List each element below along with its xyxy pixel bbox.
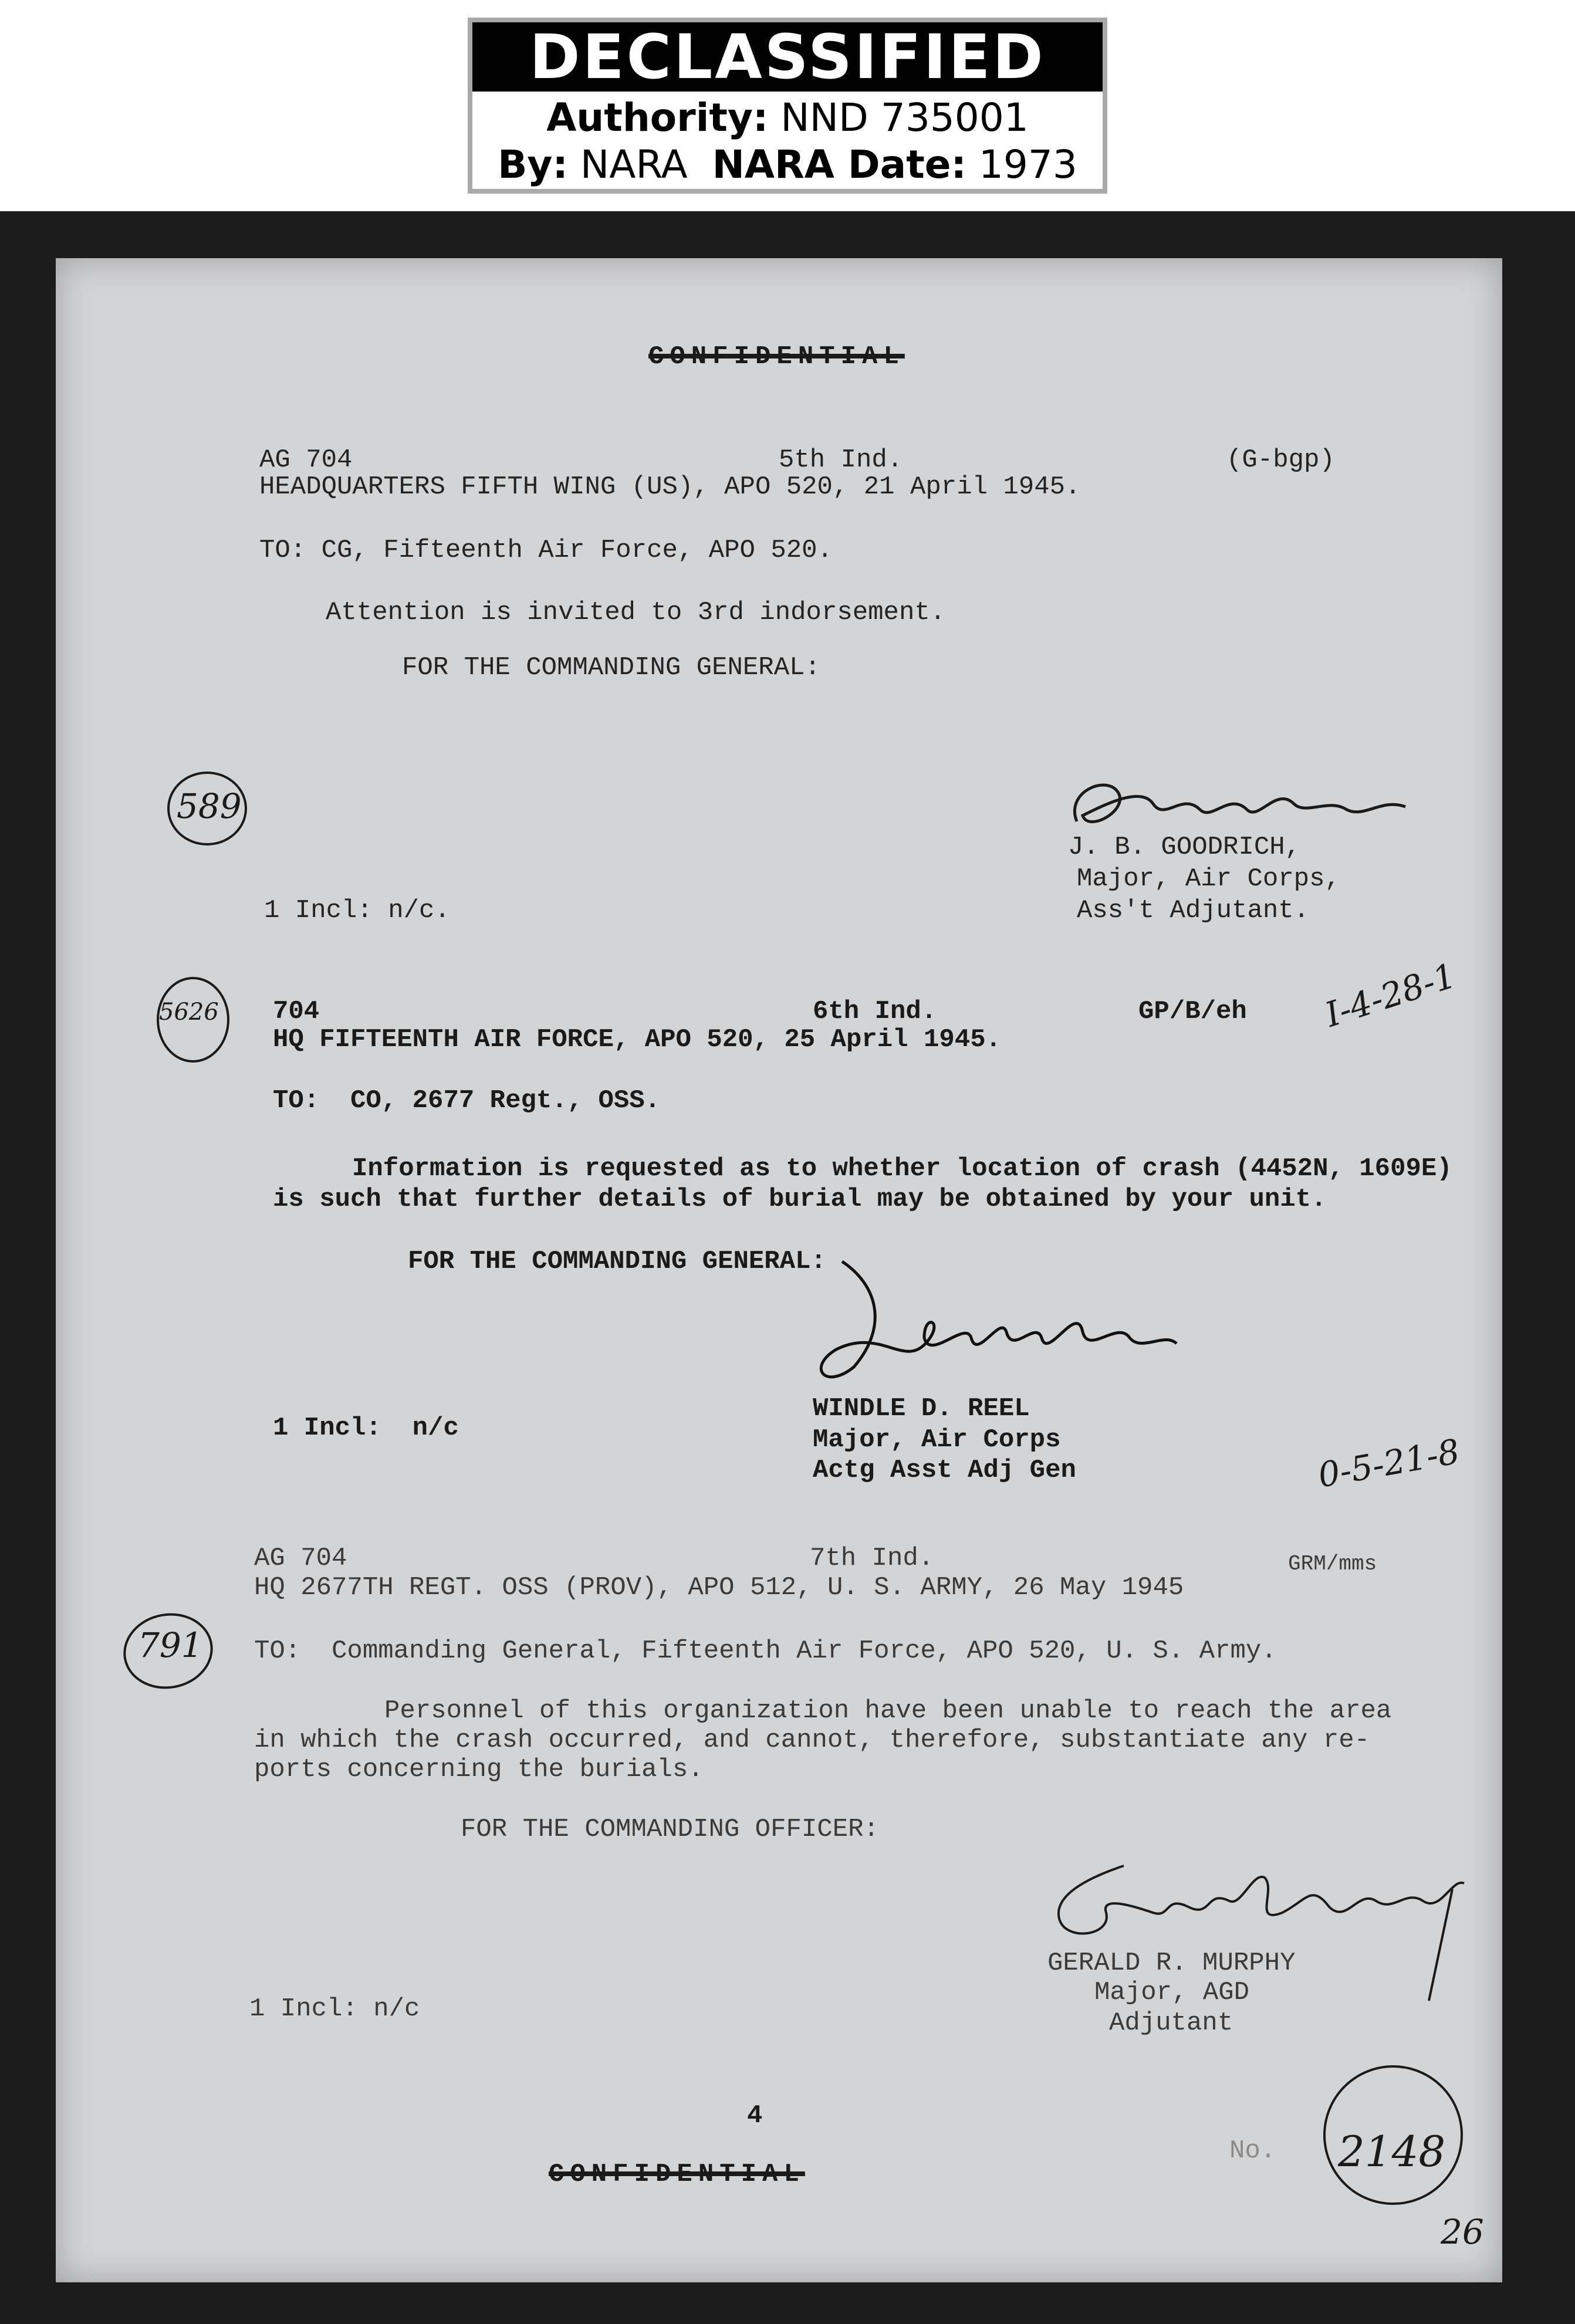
ind6-incl: 1 Incl: n/c bbox=[273, 1413, 459, 1443]
scanned-image bbox=[0, 211, 1575, 2324]
ind7-number: 7th Ind. bbox=[810, 1544, 934, 1573]
ind7-sig-name: GERALD R. MURPHY bbox=[1047, 1948, 1296, 1978]
ind7-incl: 1 Incl: n/c bbox=[249, 1994, 420, 2024]
ind6-file: 704 bbox=[273, 997, 320, 1026]
ind5-to: TO: CG, Fifteenth Air Force, APO 520. bbox=[259, 536, 833, 565]
ind6-body-line2: is such that further details of burial may be obtained by your unit. bbox=[273, 1185, 1327, 1214]
ind5-body: Attention is invited to 3rd indorsement. bbox=[326, 598, 946, 627]
ind7-file: AG 704 bbox=[254, 1544, 347, 1573]
ind5-sig-rank: Major, Air Corps, bbox=[1077, 864, 1340, 894]
ind6-body-line1: Information is requested as to whether location of crash (4452N, 1609E) bbox=[352, 1154, 1452, 1183]
authority-label: Authority: bbox=[546, 95, 769, 140]
document-page bbox=[56, 258, 1502, 2282]
ind7-sig-title: Adjutant bbox=[1109, 2008, 1233, 2038]
ind6-header: HQ FIFTEENTH AIR FORCE, APO 520, 25 April 1945. bbox=[273, 1025, 1002, 1054]
ind6-for: FOR THE COMMANDING GENERAL: bbox=[408, 1247, 826, 1276]
murphy-signature bbox=[1018, 1854, 1499, 2007]
handwritten-note-2: 0-5-21-8 bbox=[1314, 1431, 1463, 1496]
ind7-to: TO: Commanding General, Fifteenth Air Force, APO 520, U. S. Army. bbox=[254, 1636, 1277, 1666]
ind7-body-line3: ports concerning the burials. bbox=[254, 1755, 704, 1784]
ind6-sig-rank: Major, Air Corps bbox=[813, 1425, 1061, 1454]
stamp-no-label: No. bbox=[1229, 2136, 1276, 2166]
ind5-sig-name: J. B. GOODRICH, bbox=[1068, 833, 1301, 862]
by-label: By: bbox=[498, 142, 568, 187]
ind7-header: HQ 2677TH REGT. OSS (PROV), APO 512, U. S. ARMY, 26 May 1945 bbox=[254, 1573, 1184, 1602]
classification-top: CONFIDENTIAL bbox=[648, 342, 905, 371]
banner-by-date bbox=[472, 142, 1103, 187]
ind7-for: FOR THE COMMANDING OFFICER: bbox=[461, 1815, 879, 1844]
corner-number: 26 bbox=[1441, 2212, 1484, 2252]
ind5-ref: (G-bgp) bbox=[1226, 445, 1335, 475]
handwritten-791: 791 bbox=[138, 1625, 203, 1665]
stamp-number: 2148 bbox=[1338, 2127, 1446, 2176]
ind5-header: HEADQUARTERS FIFTH WING (US), APO 520, 21 April 1945. bbox=[259, 472, 1081, 502]
ind6-to: TO: CO, 2677 Regt., OSS. bbox=[273, 1086, 661, 1115]
ind7-sig-rank: Major, AGD bbox=[1094, 1978, 1250, 2007]
ind6-ref: GP/B/eh bbox=[1138, 997, 1247, 1026]
ind7-body-line1: Personnel of this organization have been unable to reach the area bbox=[384, 1696, 1392, 1726]
reel-signature bbox=[789, 1250, 1200, 1402]
ind5-for: FOR THE COMMANDING GENERAL: bbox=[402, 653, 820, 682]
ind6-sig-title: Actg Asst Adj Gen bbox=[813, 1456, 1076, 1485]
classification-bottom: CONFIDENTIAL bbox=[549, 2160, 805, 2189]
authority-value: NND 735001 bbox=[780, 95, 1029, 140]
ind5-incl: 1 Incl: n/c. bbox=[264, 896, 450, 925]
ind6-sig-name: WINDLE D. REEL bbox=[813, 1394, 1030, 1423]
page-number: 4 bbox=[747, 2101, 763, 2130]
declassification-banner bbox=[468, 18, 1107, 194]
handwritten-589: 589 bbox=[177, 786, 242, 826]
ind7-body-line2: in which the crash occurred, and cannot, therefore, substantiate any re- bbox=[254, 1726, 1370, 1755]
banner-authority bbox=[472, 95, 1103, 140]
ind7-ref: GRM/mms bbox=[1288, 1552, 1377, 1576]
by-value: NARA bbox=[580, 142, 688, 187]
banner-title: DECLASSIFIED bbox=[472, 22, 1103, 92]
date-value: 1973 bbox=[978, 142, 1077, 187]
ind5-number: 5th Ind. bbox=[779, 445, 903, 475]
ind5-sig-title: Ass't Adjutant. bbox=[1077, 896, 1310, 925]
ind5-file: AG 704 bbox=[259, 445, 353, 475]
handwritten-note-1: I-4-28-1 bbox=[1320, 955, 1461, 1035]
handwritten-5626: 5626 bbox=[159, 999, 219, 1026]
ind6-number: 6th Ind. bbox=[813, 997, 937, 1026]
date-label: NARA Date: bbox=[712, 142, 966, 187]
